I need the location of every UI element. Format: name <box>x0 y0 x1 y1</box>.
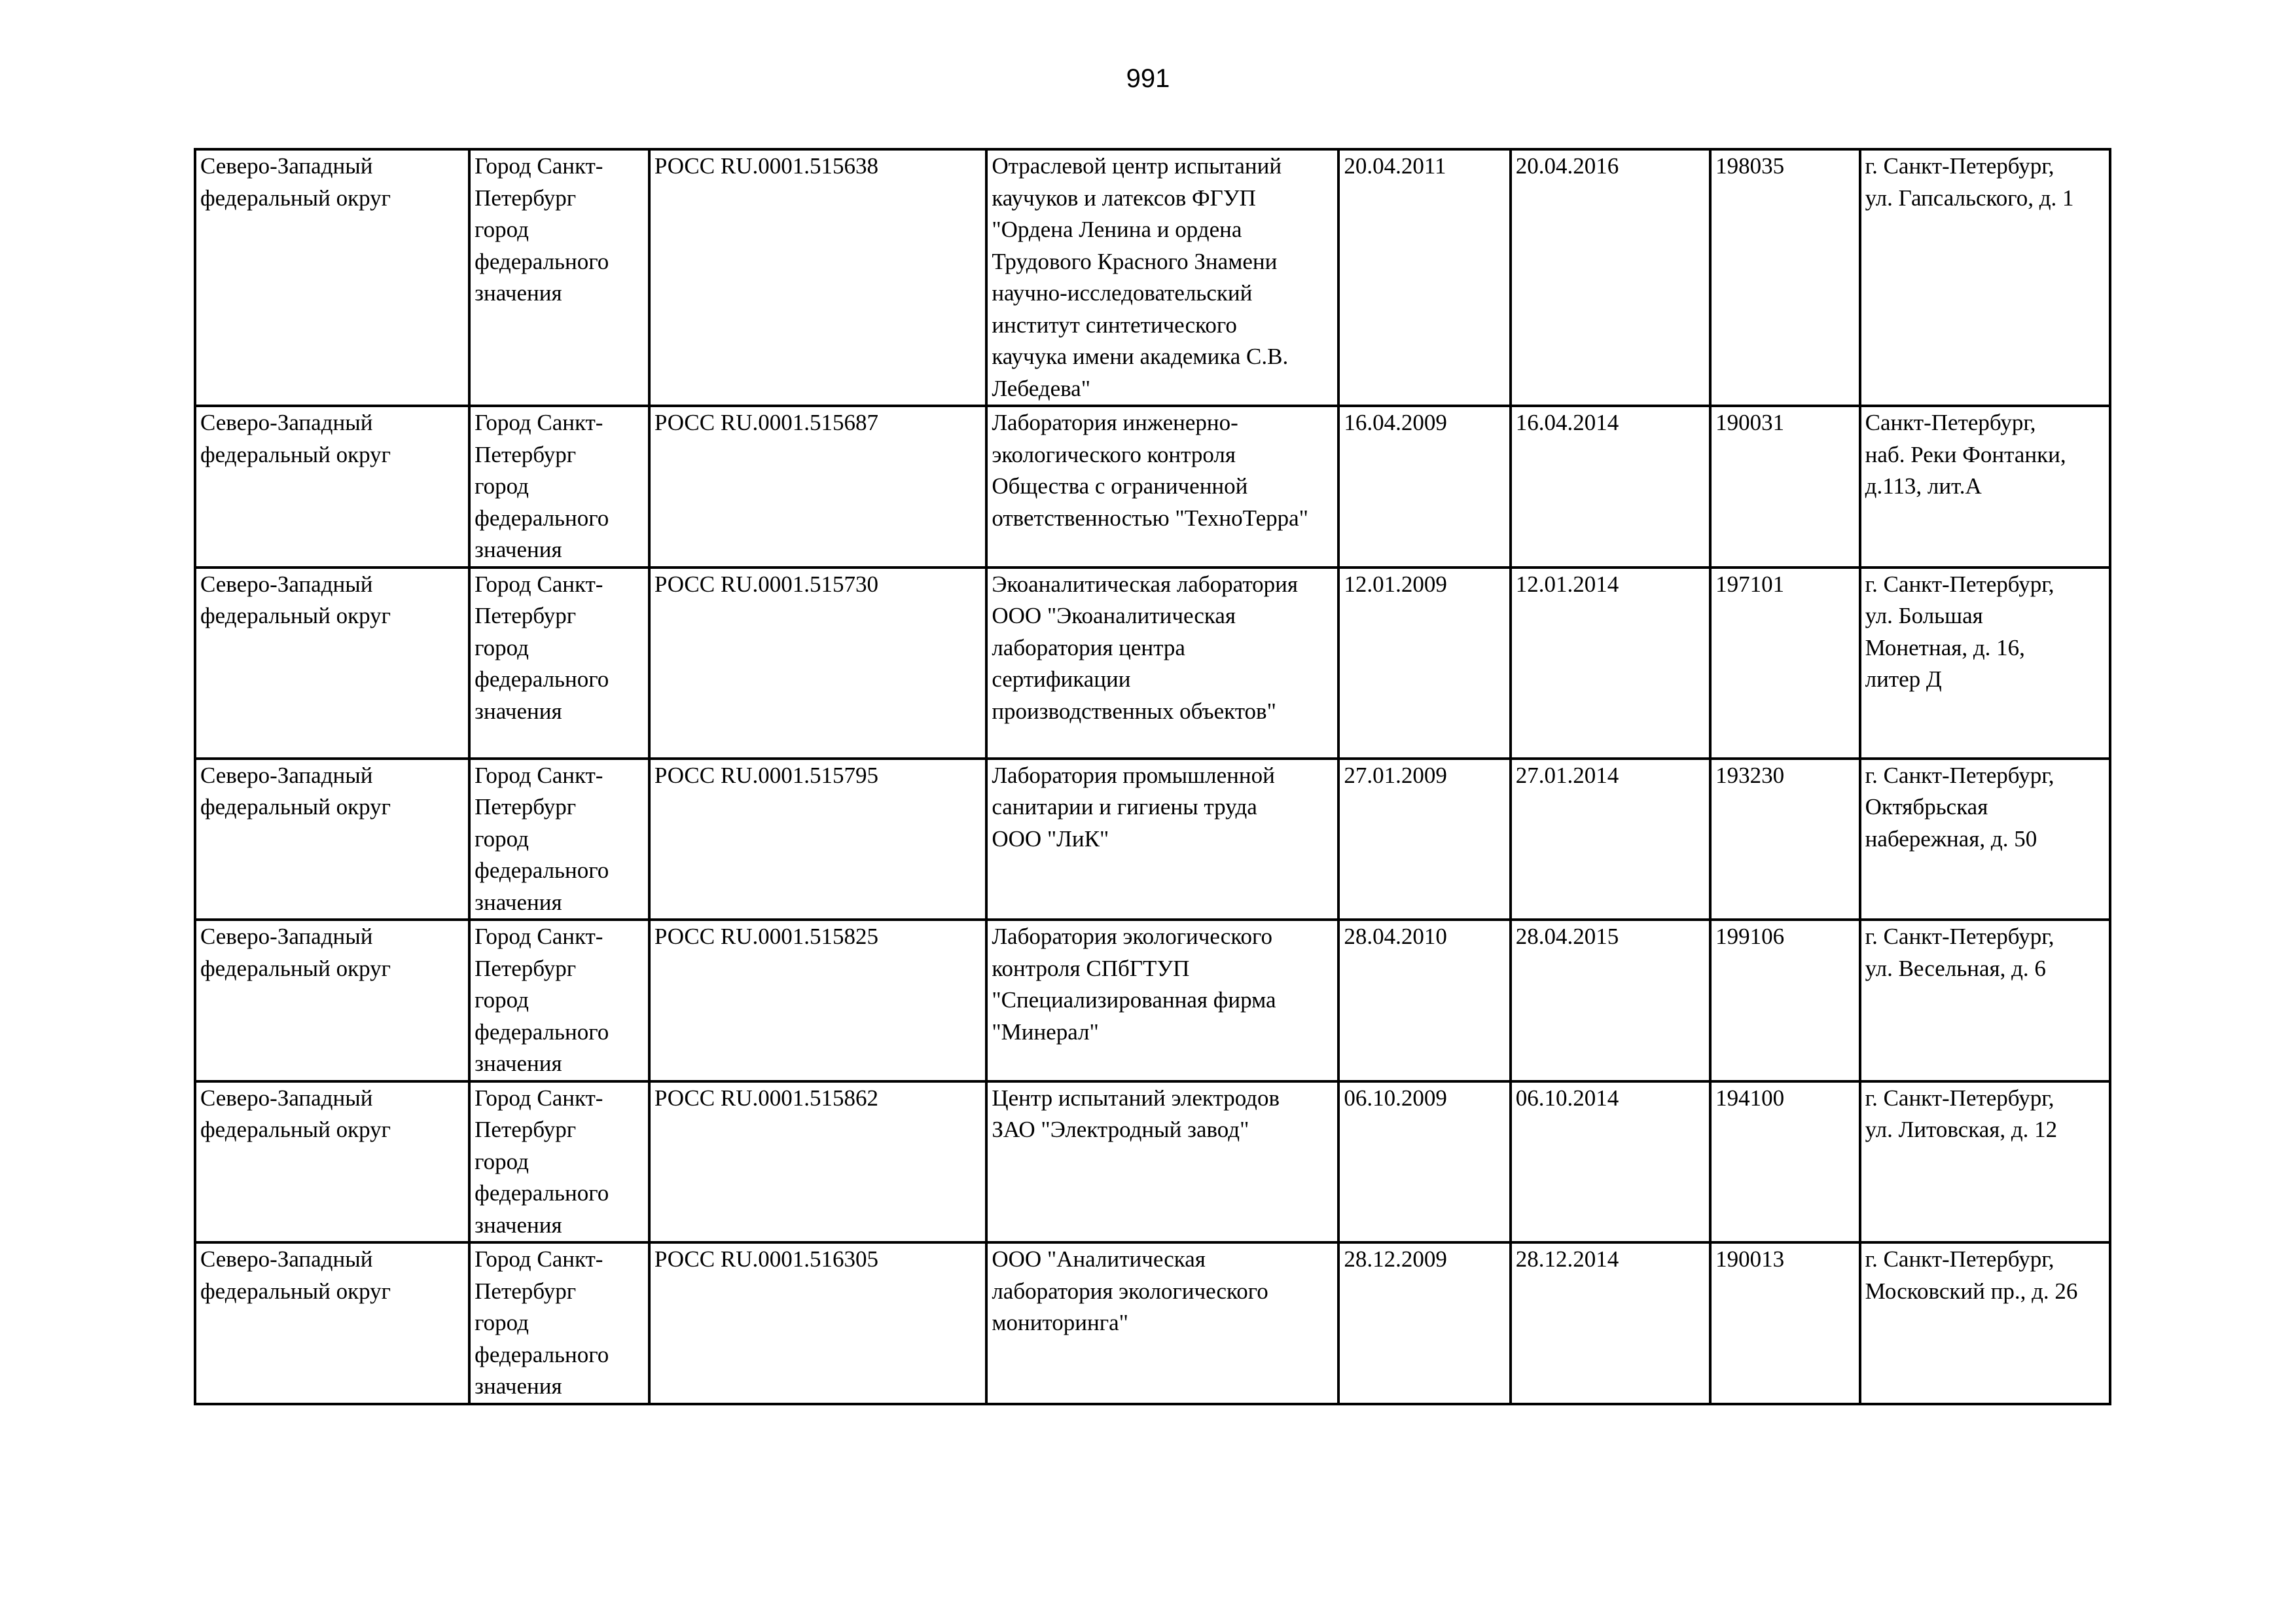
laboratory-name-cell: Экоаналитическая лаборатория ООО "Экоаналитическая лаборатория центра сертификации производственных объектов" <box>986 568 1338 759</box>
postal-index-cell: 193230 <box>1710 759 1860 920</box>
date-to-cell: 06.10.2014 <box>1511 1081 1710 1243</box>
date-to-cell: 16.04.2014 <box>1511 406 1710 568</box>
postal-index-cell: 190013 <box>1710 1242 1860 1404</box>
page-number: 991 <box>1126 64 1170 93</box>
region-cell: Город Санкт- Петербург город федерального значения <box>469 920 649 1081</box>
region-cell: Город Санкт- Петербург город федерального значения <box>469 568 649 759</box>
certificate-number-cell: РОСС RU.0001.515687 <box>649 406 987 568</box>
district-cell: Северо-Западный федеральный округ <box>195 759 469 920</box>
certificate-number-cell: РОСС RU.0001.515730 <box>649 568 987 759</box>
certificate-number-cell: РОСС RU.0001.515862 <box>649 1081 987 1243</box>
laboratory-registry-table <box>194 148 2111 1405</box>
table-row <box>195 1081 2110 1243</box>
certificate-number-cell: РОСС RU.0001.515638 <box>649 149 987 406</box>
district-cell: Северо-Западный федеральный округ <box>195 568 469 759</box>
district-cell: Северо-Западный федеральный округ <box>195 1081 469 1243</box>
laboratory-name-cell: Лаборатория инженерно- экологического контроля Общества с ограниченной ответственностью "ТехноТерра" <box>986 406 1338 568</box>
region-cell: Город Санкт- Петербург город федерального значения <box>469 759 649 920</box>
address-cell: Санкт-Петербург, наб. Реки Фонтанки, д.113, лит.А <box>1860 406 2110 568</box>
address-cell: г. Санкт-Петербург, Московский пр., д. 26 <box>1860 1242 2110 1404</box>
district-cell: Северо-Западный федеральный округ <box>195 920 469 1081</box>
date-from-cell: 16.04.2009 <box>1338 406 1510 568</box>
address-cell: г. Санкт-Петербург, ул. Большая Монетная, д. 16, литер Д <box>1860 568 2110 759</box>
laboratory-name-cell: Лаборатория экологического контроля СПбГТУП "Специализированная фирма "Минерал" <box>986 920 1338 1081</box>
date-to-cell: 28.12.2014 <box>1511 1242 1710 1404</box>
date-to-cell: 28.04.2015 <box>1511 920 1710 1081</box>
date-from-cell: 20.04.2011 <box>1338 149 1510 406</box>
laboratory-name-cell: Центр испытаний электродов ЗАО "Электродный завод" <box>986 1081 1338 1243</box>
date-to-cell: 12.01.2014 <box>1511 568 1710 759</box>
table-row <box>195 920 2110 1081</box>
address-cell: г. Санкт-Петербург, ул. Гапсальского, д. 1 <box>1860 149 2110 406</box>
certificate-number-cell: РОСС RU.0001.516305 <box>649 1242 987 1404</box>
certificate-number-cell: РОСС RU.0001.515825 <box>649 920 987 1081</box>
date-to-cell: 20.04.2016 <box>1511 149 1710 406</box>
table-row <box>195 568 2110 759</box>
postal-index-cell: 190031 <box>1710 406 1860 568</box>
region-cell: Город Санкт- Петербург город федерального значения <box>469 1081 649 1243</box>
table-row <box>195 1242 2110 1404</box>
postal-index-cell: 197101 <box>1710 568 1860 759</box>
postal-index-cell: 194100 <box>1710 1081 1860 1243</box>
laboratory-name-cell: Отраслевой центр испытаний каучуков и латексов ФГУП "Ордена Ленина и ордена Трудового Красного Знамени научно-исследовательский институт синтетического каучука имени академика С.В. Лебедева" <box>986 149 1338 406</box>
date-from-cell: 12.01.2009 <box>1338 568 1510 759</box>
address-cell: г. Санкт-Петербург, ул. Весельная, д. 6 <box>1860 920 2110 1081</box>
postal-index-cell: 199106 <box>1710 920 1860 1081</box>
address-cell: г. Санкт-Петербург, ул. Литовская, д. 12 <box>1860 1081 2110 1243</box>
district-cell: Северо-Западный федеральный округ <box>195 149 469 406</box>
region-cell: Город Санкт- Петербург город федерального значения <box>469 149 649 406</box>
date-from-cell: 27.01.2009 <box>1338 759 1510 920</box>
date-to-cell: 27.01.2014 <box>1511 759 1710 920</box>
district-cell: Северо-Западный федеральный округ <box>195 406 469 568</box>
laboratory-name-cell: ООО "Аналитическая лаборатория экологического мониторинга" <box>986 1242 1338 1404</box>
address-cell: г. Санкт-Петербург, Октябрьская набережная, д. 50 <box>1860 759 2110 920</box>
date-from-cell: 28.04.2010 <box>1338 920 1510 1081</box>
table-row <box>195 759 2110 920</box>
postal-index-cell: 198035 <box>1710 149 1860 406</box>
district-cell: Северо-Западный федеральный округ <box>195 1242 469 1404</box>
table-row <box>195 406 2110 568</box>
table-row <box>195 149 2110 406</box>
region-cell: Город Санкт- Петербург город федерального значения <box>469 406 649 568</box>
certificate-number-cell: РОСС RU.0001.515795 <box>649 759 987 920</box>
date-from-cell: 06.10.2009 <box>1338 1081 1510 1243</box>
region-cell: Город Санкт- Петербург город федерального значения <box>469 1242 649 1404</box>
laboratory-name-cell: Лаборатория промышленной санитарии и гигиены труда ООО "ЛиК" <box>986 759 1338 920</box>
date-from-cell: 28.12.2009 <box>1338 1242 1510 1404</box>
